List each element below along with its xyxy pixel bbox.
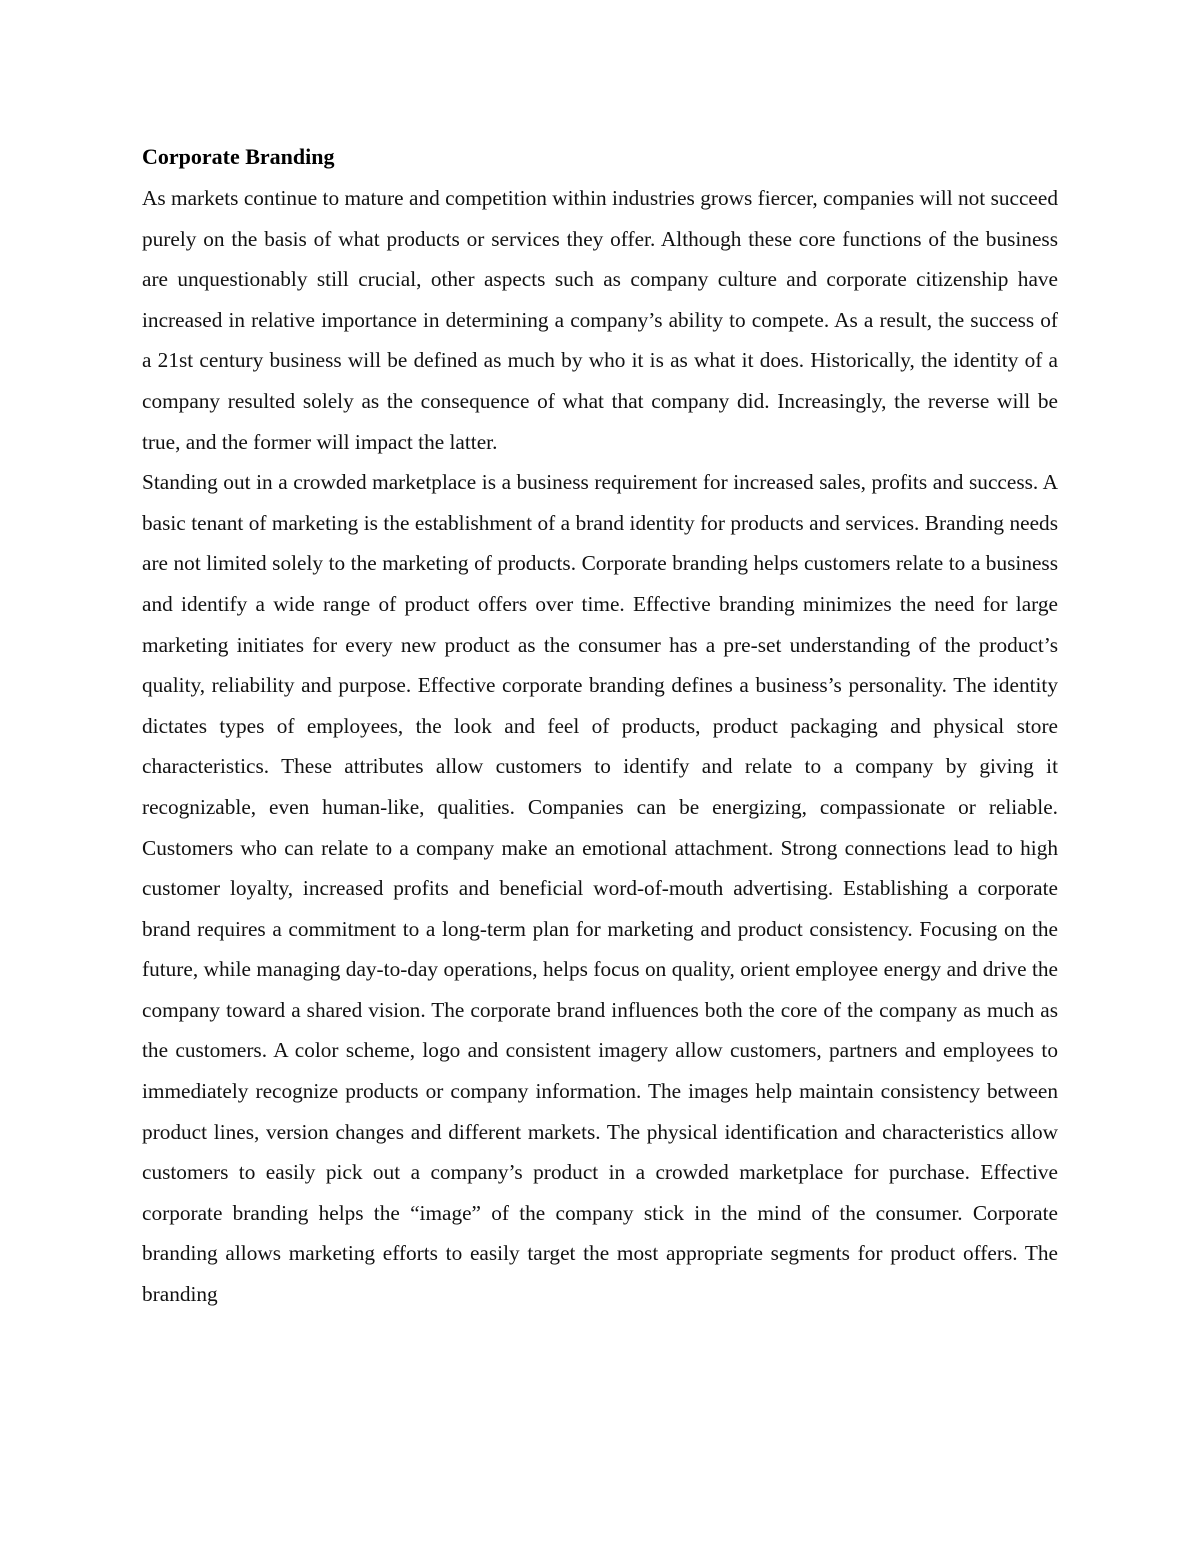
document-title: Corporate Branding (142, 144, 335, 169)
paragraph-standing-out: Standing out in a crowded marketplace is a business requirement for increased sales, profits and success. A basic tenant of marketing is the establishment of a brand identity for products and services. Branding needs are not limited solely to the marketing of products. Corporate branding helps customers relate to a business and identify a wide range of product offers over time. Effective branding minimizes the need for large marketing initiates for every new product as the consumer has a pre-set understanding of the product’s quality, reliability and purpose. Effective corporate branding defines a business’s personality. The identity dictates types of employees, the look and feel of products, product packaging and physical store characteristics. These attributes allow customers to identify and relate to a company by giving it recognizable, even human-like, qualities. Companies can be energizing, compassionate or reliable. Customers who can relate to a company make an emotional attachment. Strong connections lead to high customer loyalty, increased profits and beneficial word-of-mouth advertising. Establishing a corporate brand requires a commitment to a long-term plan for marketing and product consistency. Focusing on the future, while managing day-to-day operations, helps focus on quality, orient employee energy and drive the company toward a shared vision. The corporate brand influences both the core of the company as much as the customers. A color scheme, logo and consistent imagery allow customers, partners and employees to immediately recognize products or company information. The images help maintain consistency between product lines, version changes and different markets. The physical identification and characteristics allow customers to easily pick out a company’s product in a crowded marketplace for purchase. Effective corporate branding helps the “image” of the company stick in the mind of the consumer. Corporate branding allows marketing efforts to easily target the most appropriate segments for product offers. The branding (142, 470, 1058, 1307)
document-page (142, 140, 1058, 1315)
paragraph-intro: As markets continue to mature and competition within industries grows fiercer, companies will not succeed purely on the basis of what products or services they offer. Although these core functions of the business are unquestionably still crucial, other aspects such as company culture and corporate citizenship have increased in relative importance in determining a company’s ability to compete. As a result, the success of a 21st century business will be defined as much by who it is as what it does. Historically, the identity of a company resulted solely as the consequence of what that company did. Increasingly, the reverse will be true, and the former will impact the latter. (142, 186, 1058, 454)
